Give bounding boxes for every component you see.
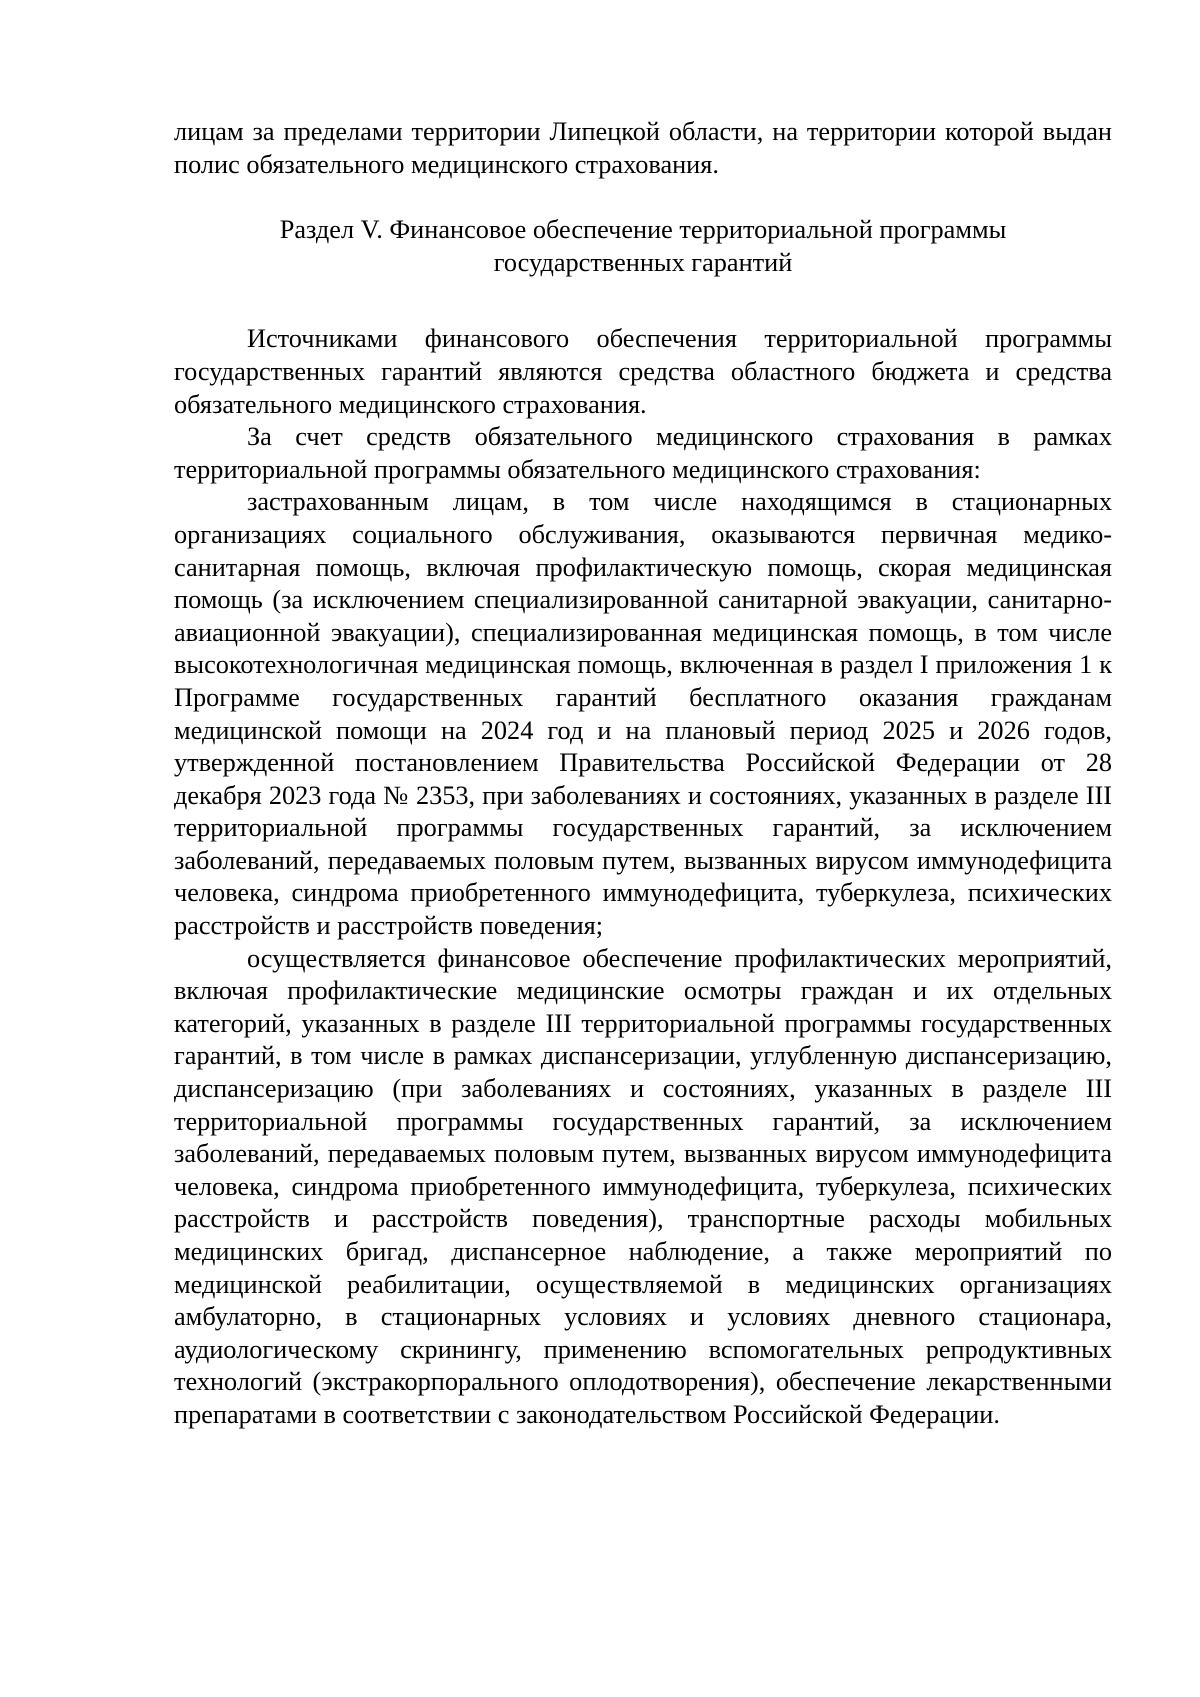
paragraph-oms-funds: За счет средств обязательного медицинского страхования в рамках территориальной программы обязательного медицинского страхования: bbox=[174, 422, 1112, 484]
intro-paragraph: лицам за пределами территории Липецкой области, на территории которой выдан полис обязательного медицинского страхования. bbox=[174, 117, 1112, 179]
paragraph-insured-persons: застрахованным лицам, в том числе находящимся в стационарных организациях социального обслуживания, оказываются первичная медико-санитарная помощь, включая профилактическую помощь, скорая медицинская помощь (за исключением специализированной санитарной эвакуации, санитарно-авиационной эвакуации), специализированная медицинская помощь, в том числе высокотехнологичная медицинская помощь, включенная в раздел I приложения 1 к Программе государственных гарантий бесплатного оказания гражданам медицинской помощи на 2024 год и на плановый период 2025 и 2026 годов, утвержденной постановлением Правительства Российской Федерации от 28 декабря 2023 года № 2353, при заболеваниях и состояниях, указанных в разделе III территориальной программы государственных гарантий, за исключением заболеваний, передаваемых половым путем, вызванных вирусом иммунодефицита человека, синдрома приобретенного иммунодефицита, туберкулеза, психических расстройств и расстройств поведения; bbox=[174, 487, 1112, 941]
paragraph-preventive-measures: осуществляется финансовое обеспечение профилактических мероприятий, включая профилактические медицинские осмотры граждан и их отдельных категорий, указанных в разделе III территориальной программы государственных гарантий, в том числе в рамках диспансеризации, углубленную диспансеризацию, диспансеризацию (при заболеваниях и состояниях, указанных в разделе III территориальной программы государственных гарантий, за исключением заболеваний, передаваемых половым путем, вызванных вирусом иммунодефицита человека, синдрома приобретенного иммунодефицита, туберкулеза, психических расстройств и расстройств поведения), транспортные расходы мобильных медицинских бригад, диспансерное наблюдение, а также мероприятий по медицинской реабилитации, осуществляемой в медицинских организациях амбулаторно, в стационарных условиях и условиях дневного стационара, аудиологическому скринингу, применению вспомогательных репродуктивных технологий (экстракорпорального оплодотворения), обеспечение лекарственными препаратами в соответствии с законодательством Российской Федерации. bbox=[174, 943, 1112, 1429]
section-heading-line-1: Раздел V. Финансовое обеспечение территориальной программы bbox=[279, 215, 1007, 245]
section-heading-line-2: государственных гарантий bbox=[493, 247, 793, 277]
section-heading bbox=[174, 214, 1112, 279]
paragraph-funding-sources: Источниками финансового обеспечения территориальной программы государственных гарантий являются средства областного бюджета и средства обязательного медицинского страхования. bbox=[174, 324, 1112, 419]
document-page bbox=[174, 116, 1112, 1432]
